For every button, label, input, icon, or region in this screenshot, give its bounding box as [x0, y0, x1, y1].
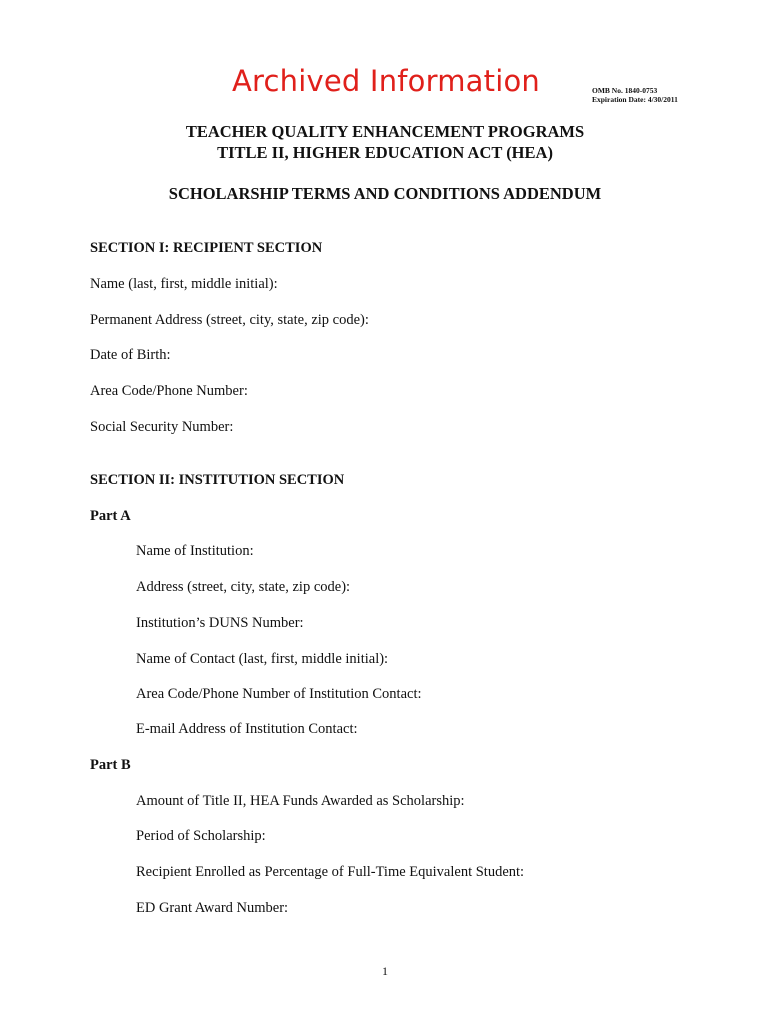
document-title-line-2: TITLE II, HIGHER EDUCATION ACT (HEA) [217, 143, 553, 162]
field-recipient-name: Name (last, first, middle initial): [90, 276, 278, 292]
field-date-of-birth: Date of Birth: [90, 347, 171, 363]
omb-expiration-date: Expiration Date: 4/30/2011 [592, 95, 678, 104]
field-enrollment-percentage: Recipient Enrolled as Percentage of Full-Time Equivalent Student: [136, 864, 525, 880]
document-title-line-3: SCHOLARSHIP TERMS AND CONDITIONS ADDENDUM [168, 184, 602, 203]
field-social-security-number: Social Security Number: [90, 419, 234, 435]
part-a-heading: Part A [90, 508, 131, 524]
section-1-heading: SECTION I: RECIPIENT SECTION [90, 240, 323, 256]
field-institution-duns: Institution’s DUNS Number: [136, 615, 304, 631]
field-institution-name: Name of Institution: [136, 543, 254, 559]
omb-number: OMB No. 1840-0753 [592, 86, 658, 95]
archived-information-label: Archived Information [232, 64, 541, 98]
field-contact-email: E-mail Address of Institution Contact: [136, 721, 358, 737]
field-institution-address: Address (street, city, state, zip code): [136, 579, 351, 595]
field-permanent-address: Permanent Address (street, city, state, zip code): [90, 312, 369, 328]
omb-block [592, 86, 678, 104]
part-b-heading: Part B [90, 757, 131, 773]
field-contact-name: Name of Contact (last, first, middle initial): [136, 651, 389, 667]
field-scholarship-period: Period of Scholarship: [136, 828, 266, 844]
field-grant-award-number: ED Grant Award Number: [136, 900, 289, 916]
section-2-heading: SECTION II: INSTITUTION SECTION [90, 472, 345, 488]
page-number: 1 [382, 964, 388, 978]
field-scholarship-amount: Amount of Title II, HEA Funds Awarded as Scholarship: [136, 793, 465, 809]
document-title-line-1: TEACHER QUALITY ENHANCEMENT PROGRAMS [185, 122, 585, 141]
field-contact-phone: Area Code/Phone Number of Institution Contact: [136, 686, 422, 702]
field-phone-number: Area Code/Phone Number: [90, 383, 248, 399]
